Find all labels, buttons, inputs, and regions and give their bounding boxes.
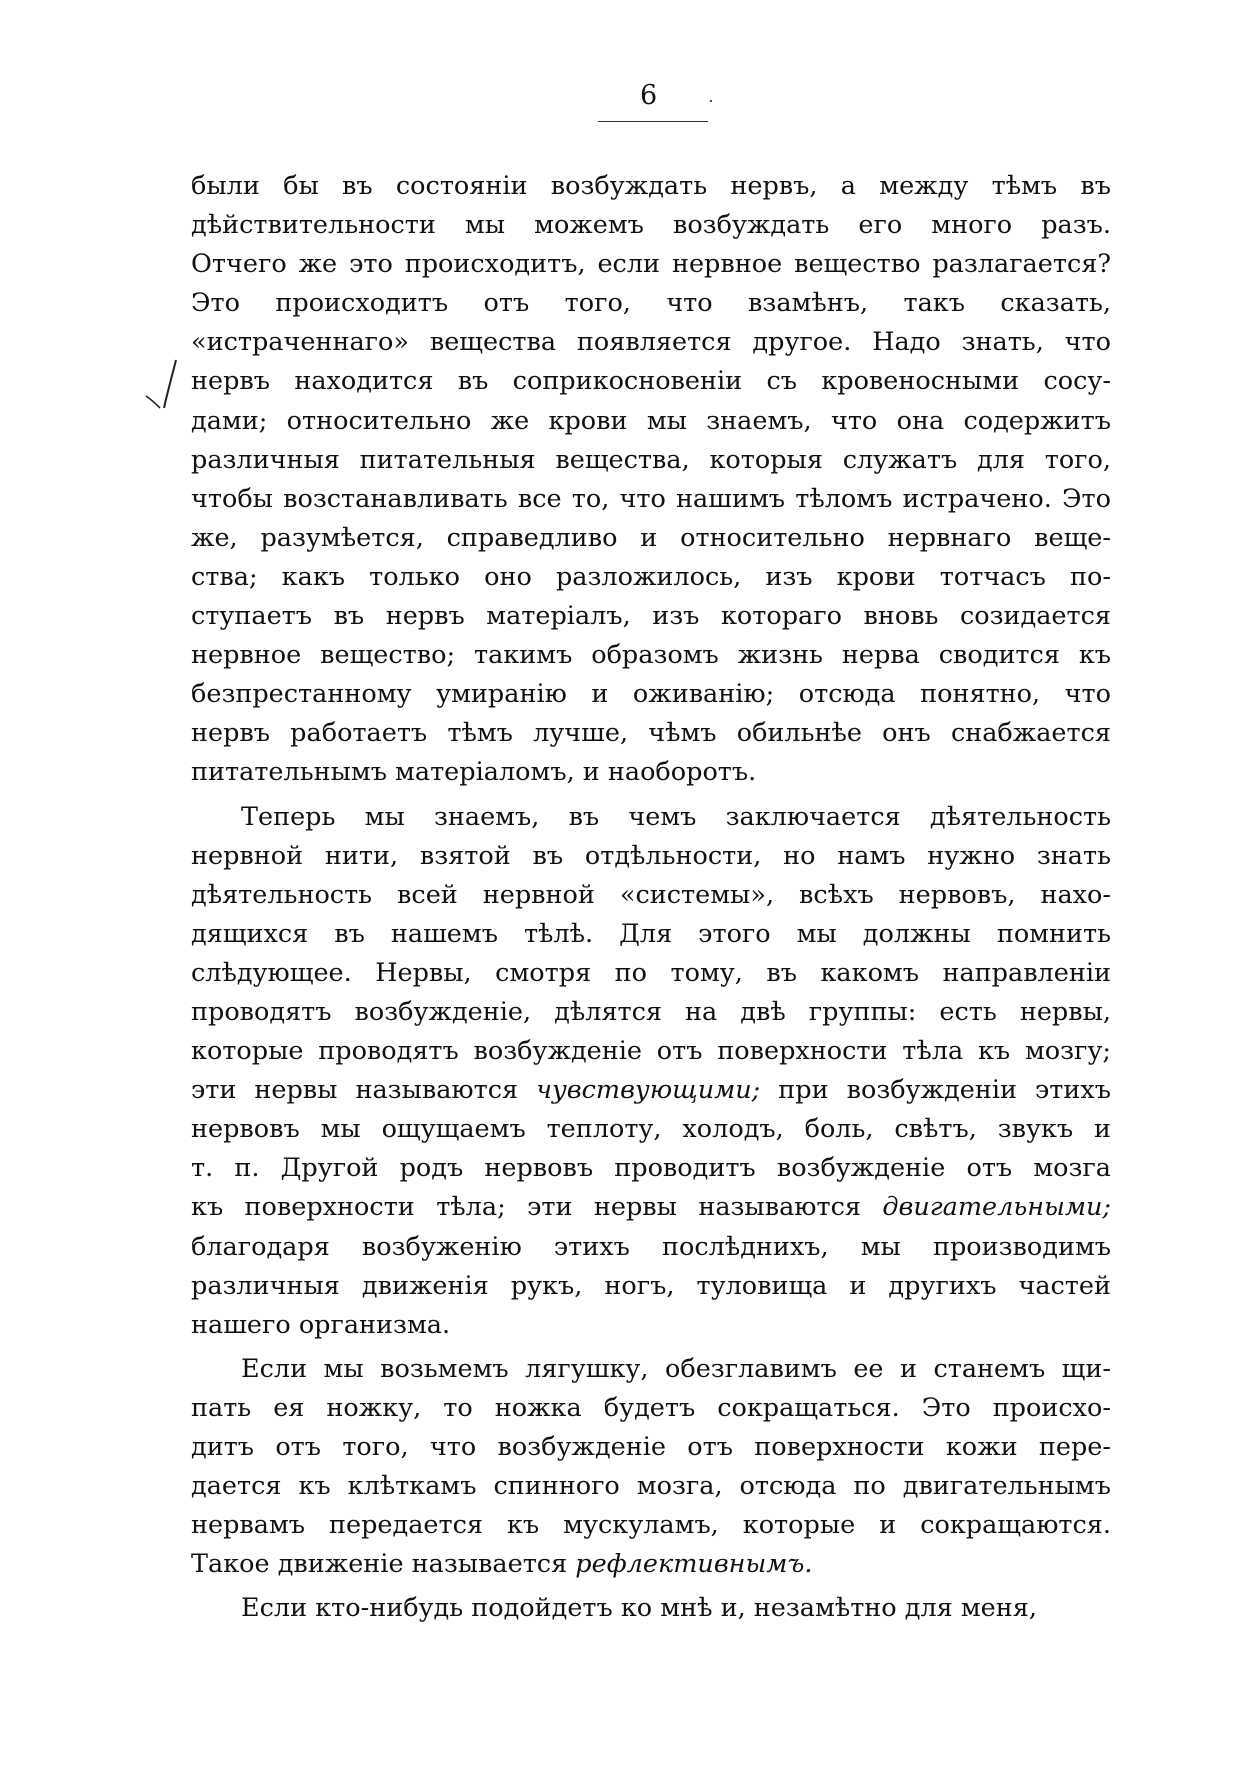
text-line [191,519,1111,558]
text-segment: дѣятельность всей нервной «системы», всѣхъ нервовъ, нахо- [191,879,1111,910]
body-text [191,167,1111,1628]
text-line [191,636,1111,675]
text-line [191,206,1111,245]
text-line [191,837,1111,876]
text-segment: нашего организма. [191,1309,451,1340]
text-line [191,441,1111,480]
text-segment: же, разумѣется, справедливо и относительно нервнаго веще- [191,522,1111,553]
italic-term: рефлективнымъ. [575,1549,813,1580]
italic-term: двигательными; [882,1192,1111,1223]
text-segment: чтобы возстанавливать все то, что нашимъ тѣломъ истрачено. Это [191,483,1111,514]
text-segment: нервъ работаетъ тѣмъ лучше, чѣмъ обильнѣе онъ снабжается [191,718,1111,749]
paragraph [191,798,1111,1345]
text-segment: нервамъ передается къ мускуламъ, которые и сокращаются. [191,1510,1111,1541]
text-line [191,1071,1111,1110]
text-line [191,597,1111,636]
italic-term: чувствующими; [536,1075,761,1106]
text-segment: питательнымъ матеріаломъ, и наоборотъ. [191,757,757,788]
text-line [191,675,1111,714]
paragraph [191,1589,1111,1628]
text-line [191,954,1111,993]
text-segment: которые проводятъ возбужденіе отъ поверхности тѣла къ мозгу; [191,1036,1111,1067]
text-segment: дами; относительно же крови мы знаемъ, что она содержитъ [191,405,1111,436]
page-number-rule [598,121,708,122]
text-line [191,1306,1111,1345]
text-line [191,1589,1111,1628]
text-line [191,714,1111,753]
text-line [191,480,1111,519]
text-segment: нервъ находится въ соприкосновеніи съ кровеносными сосу- [191,366,1111,397]
text-line [191,245,1111,284]
page-number: 6 [640,80,658,111]
paragraph [191,167,1111,793]
text-line [191,1267,1111,1306]
text-line [191,1149,1111,1188]
text-segment: различныя движенія рукъ, ногъ, туловища и другихъ частей [191,1270,1111,1301]
text-segment: были бы въ состояніи возбуждать нервъ, а между тѣмъ въ [191,171,1111,201]
text-line [191,1545,1111,1584]
text-segment: дается къ клѣткамъ спинного мозга, отсюда по двигательнымъ [191,1471,1111,1502]
text-line [191,1467,1111,1506]
text-segment: Если мы возьмемъ лягушку, обезглавимъ ее и станемъ щи- [241,1353,1111,1384]
print-speck [710,100,712,102]
text-line [191,402,1111,441]
text-line [191,753,1111,792]
margin-check-mark-icon [142,356,182,416]
text-segment: слѣдующее. Нервы, смотря по тому, въ какомъ направленіи [191,957,1111,988]
text-line [191,1350,1111,1389]
text-segment: нервовъ мы ощущаемъ теплоту, холодъ, боль, свѣтъ, звукъ и [191,1114,1111,1145]
text-segment: эти нервы называются [191,1075,537,1106]
text-line [191,167,1111,206]
paragraph [191,1350,1111,1585]
text-line [191,362,1111,401]
text-line [191,798,1111,837]
text-segment: Теперь мы знаемъ, въ чемъ заключается дѣятельность [241,801,1111,832]
text-line [191,1428,1111,1467]
text-line [191,993,1111,1032]
text-line [191,284,1111,323]
text-line [191,1188,1111,1227]
text-segment: пать ея ножку, то ножка будетъ сокращаться. Это происхо- [191,1392,1111,1423]
text-segment: ства; какъ только оно разложилось, изъ крови тотчасъ по- [191,561,1111,592]
text-segment: благодаря возбуженію этихъ послѣднихъ, мы производимъ [191,1231,1111,1262]
text-segment: «истраченнаго» вещества появляется другое. Надо знать, что [191,327,1111,358]
text-line [191,1032,1111,1071]
text-line [191,1506,1111,1545]
text-segment: Такое движеніе называется [191,1549,576,1580]
text-segment: ступаетъ въ нервъ матеріалъ, изъ котораго вновь созидается [191,601,1111,632]
text-line [191,915,1111,954]
text-segment: дитъ отъ того, что возбужденіе отъ поверхности кожи пере- [191,1432,1111,1462]
text-segment: дящихся въ нашемъ тѣлѣ. Для этого мы должны помнить [191,918,1111,949]
text-line [191,323,1111,362]
text-segment: къ поверхности тѣла; эти нервы называются [191,1192,883,1223]
text-segment: нервной нити, взятой въ отдѣльности, но намъ нужно знать [191,840,1111,871]
text-segment: Если кто-нибудь подойдетъ ко мнѣ и, незамѣтно для меня, [241,1593,1037,1624]
text-segment: нервное вещество; такимъ образомъ жизнь нерва сводится къ [191,640,1111,671]
text-line [191,1228,1111,1267]
text-segment: дѣйствительности мы можемъ возбуждать его много разъ. [191,210,1111,241]
text-line [191,1389,1111,1428]
text-segment: Это происходитъ отъ того, что взамѣнъ, такъ сказать, [191,288,1111,319]
text-line [191,558,1111,597]
text-segment: проводятъ возбужденіе, дѣлятся на двѣ группы: есть нервы, [191,996,1111,1027]
text-segment: безпрестанному умиранію и оживанію; отсюда понятно, что [191,679,1111,710]
text-line [191,1110,1111,1149]
text-segment: различныя питательныя вещества, которыя служатъ для того, [191,444,1111,475]
text-segment: Отчего же это происходитъ, если нервное вещество разлагается? [191,249,1111,280]
text-segment: при возбужденіи этихъ [760,1075,1111,1106]
text-segment: т. п. Другой родъ нервовъ проводитъ возбужденіе отъ мозга [191,1153,1111,1184]
text-line [191,876,1111,915]
